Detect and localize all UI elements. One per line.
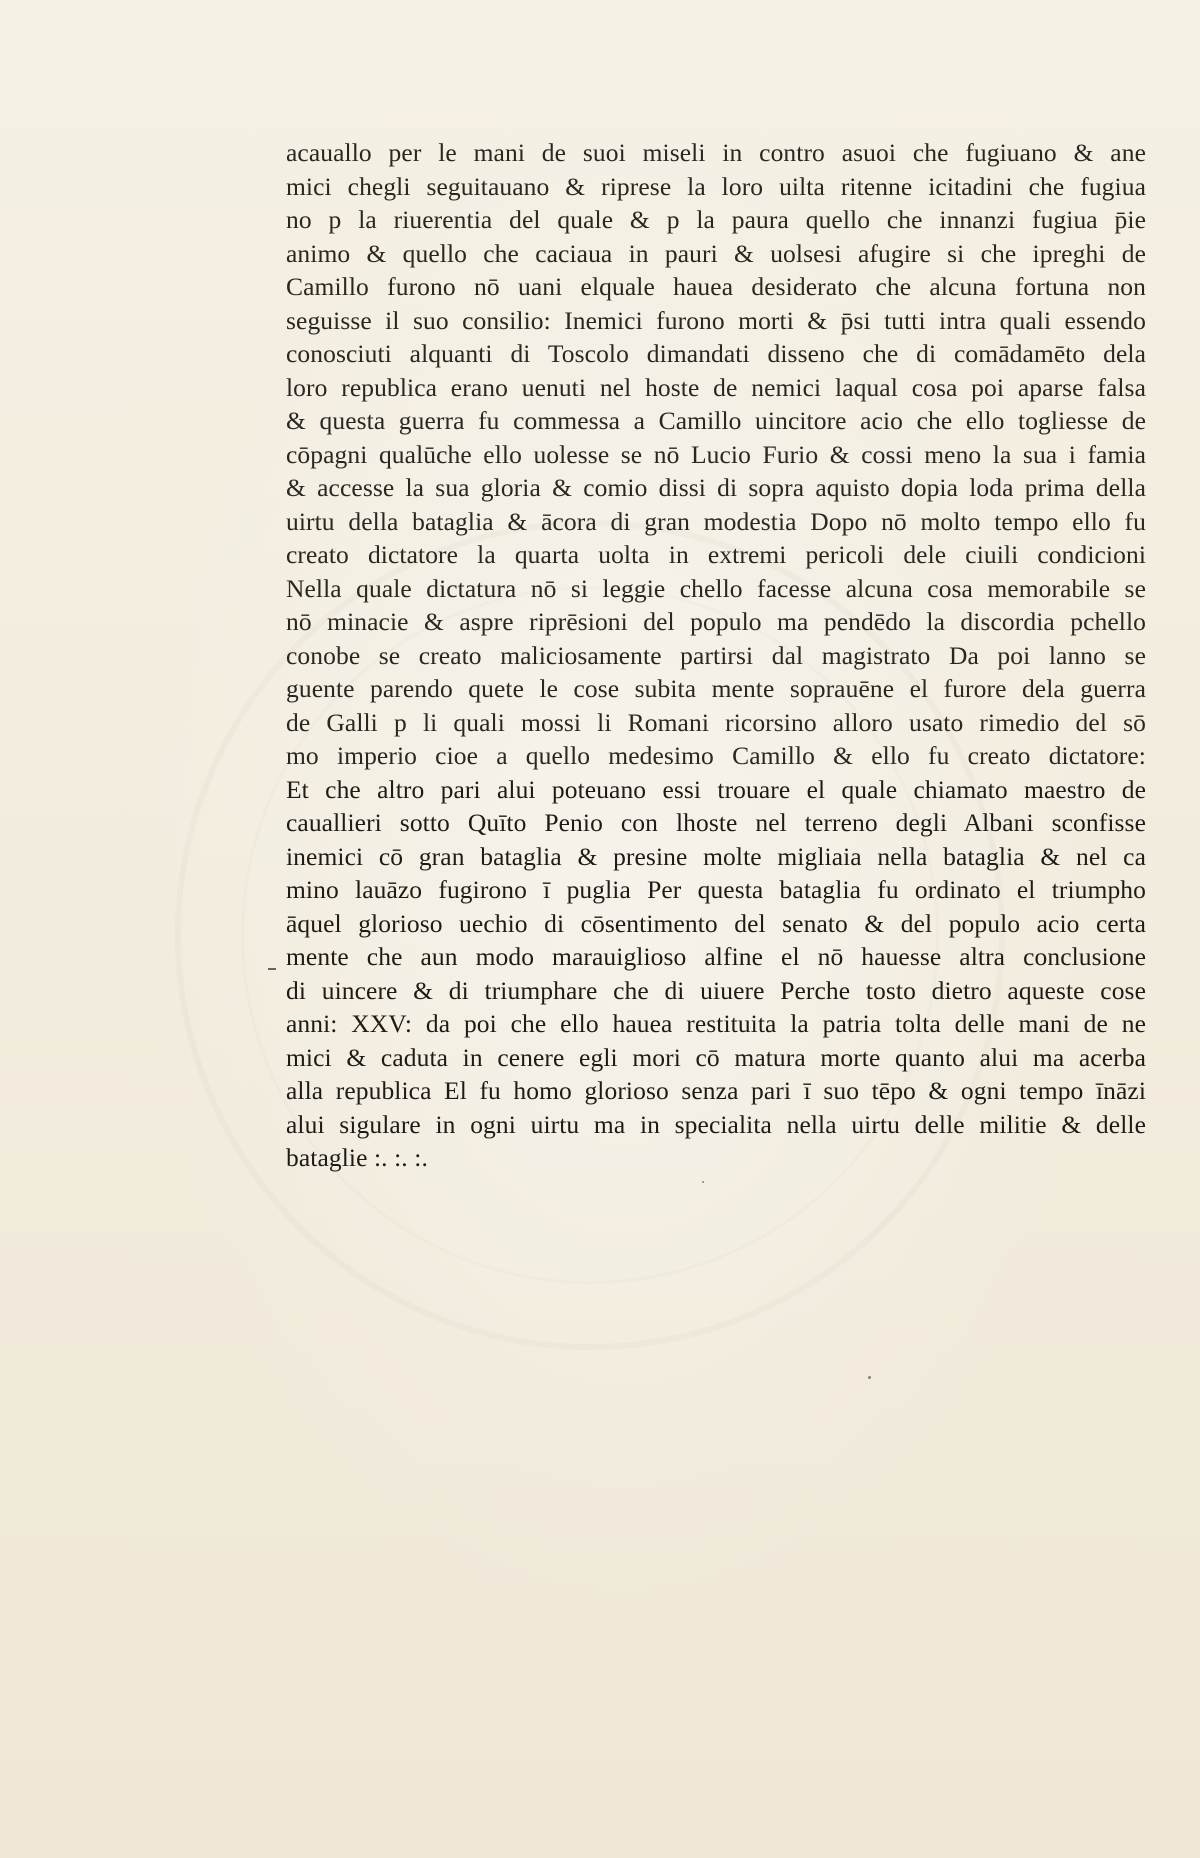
body-text — [286, 136, 1146, 1175]
text-line: mino lauāzo fugirono ī puglia Per questa bataglia fu ordinato el triumpho — [286, 875, 1146, 904]
text-line: seguisse il suo consilio: Inemici furono morti & p̄si tutti intra quali essendo — [286, 305, 1146, 335]
text-line: cauallieri sotto Quīto Penio con lhoste nel terreno degli Albani sconfisse — [286, 808, 1146, 837]
text-line: di uincere & di triumphare che di uiuere Perche tosto dietro aqueste cose — [286, 975, 1146, 1005]
text-line: loro republica erano uenuti nel hoste de nemici laqual cosa poi aparse falsa — [286, 372, 1146, 402]
paper-speck — [702, 1181, 704, 1183]
text-line: guente parendo quete le cose subita mente soprauēne el furore dela guerra — [286, 674, 1146, 703]
text-line: cōpagni qualūche ello uolesse se nō Lucio Furio & cossi meno la sua i famia — [286, 439, 1146, 469]
text-line: Et che altro pari alui poteuano essi trouare el quale chiamato maestro de — [286, 774, 1146, 804]
margin-mark — [268, 968, 276, 970]
text-line: nō minacie & aspre riprēsioni del populo ma pendēdo la discordia pchello — [286, 607, 1146, 636]
text-line: creato dictatore la quarta uolta in extremi pericoli dele ciuili condicioni — [286, 540, 1146, 569]
text-line: conobe se creato maliciosamente partirsi dal magistrato Da poi lanno se — [286, 640, 1146, 670]
text-line: anni: XXV: da poi che ello hauea restituita la patria tolta delle mani de ne — [286, 1009, 1146, 1038]
text-line: & questa guerra fu commessa a Camillo uincitore acio che ello togliesse de — [286, 406, 1146, 435]
text-line: mente che aun modo marauiglioso alfine el nō hauesse altra conclusione — [286, 942, 1146, 971]
text-line: inemici cō gran bataglia & presine molte migliaia nella bataglia & nel ca — [286, 841, 1146, 871]
text-line: mo imperio cioe a quello medesimo Camillo & ello fu creato dictatore: — [286, 741, 1146, 770]
text-line: āquel glorioso uechio di cōsentimento del senato & del populo acio certa — [286, 908, 1146, 938]
paper-speck — [868, 1376, 871, 1379]
text-line: animo & quello che caciaua in pauri & uolsesi afugire si che ipreghi de — [286, 238, 1146, 268]
text-line-final: bataglie :. :. :. — [286, 1143, 428, 1172]
text-line: acauallo per le mani de suoi miseli in contro asuoi che fugiuano & ane — [286, 138, 1146, 167]
text-line: & accesse la sua gloria & comio dissi di sopra aquisto dopia loda prima della — [286, 473, 1146, 502]
text-line: mici & caduta in cenere egli mori cō matura morte quanto alui ma acerba — [286, 1042, 1146, 1072]
text-line: mici chegli seguitauano & riprese la loro uilta ritenne icitadini che fugiua — [286, 171, 1146, 201]
text-line: Nella quale dictatura nō si leggie chello facesse alcuna cosa memorabile se — [286, 573, 1146, 603]
text-line: alla republica El fu homo glorioso senza pari ī suo tēpo & ogni tempo īnāzi — [286, 1076, 1146, 1105]
text-line: no p la riuerentia del quale & p la paura quello che innanzi fugiua p̄ie — [286, 205, 1146, 234]
text-line: uirtu della bataglia & ācora di gran modestia Dopo nō molto tempo ello fu — [286, 506, 1146, 536]
text-line: alui sigulare in ogni uirtu ma in specialita nella uirtu delle militie & delle — [286, 1109, 1146, 1139]
text-line: Camillo furono nō uani elquale hauea desiderato che alcuna fortuna non — [286, 272, 1146, 301]
text-line: de Galli p li quali mossi li Romani ricorsino alloro usato rimedio del sō — [286, 707, 1146, 737]
text-line: conosciuti alquanti di Toscolo dimandati disseno che di comādamēto dela — [286, 339, 1146, 368]
